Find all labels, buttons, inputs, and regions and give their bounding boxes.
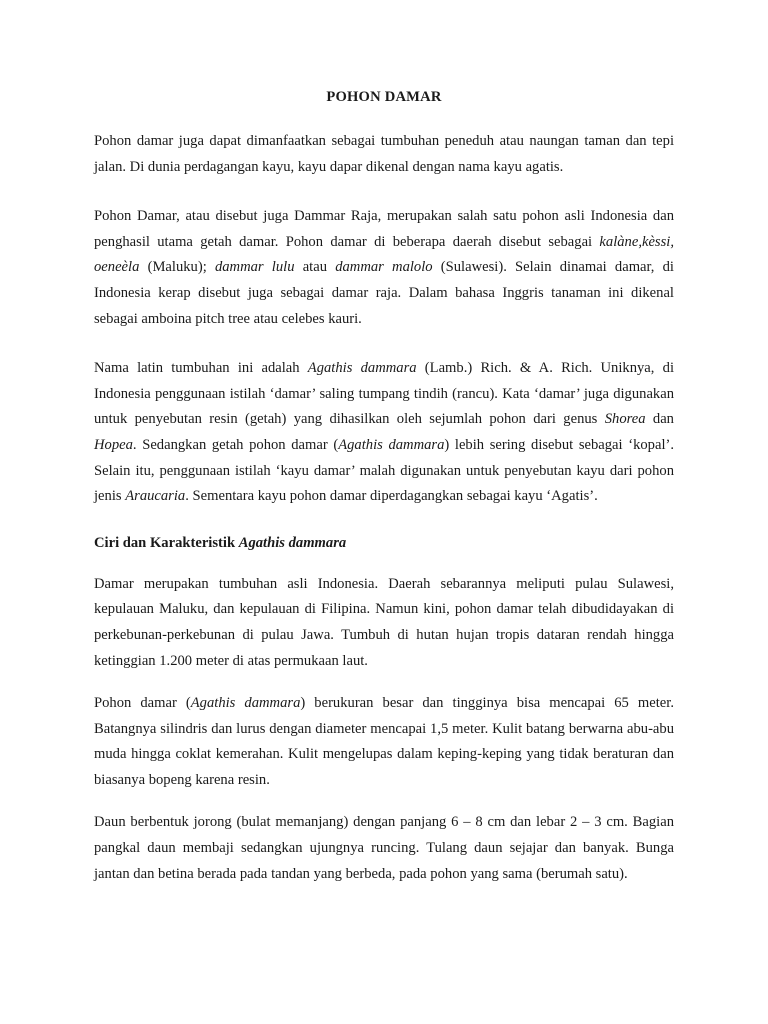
italic-run: Hopea	[94, 436, 133, 453]
page-title: POHON DAMAR	[326, 89, 442, 105]
heading-italic: Agathis dammara	[238, 534, 347, 551]
paragraph-latin-name	[94, 356, 674, 510]
italic-run: Araucaria	[125, 488, 186, 505]
text-run: . Sedangkan getah pohon damar (	[132, 436, 339, 453]
paragraph-distribution: Damar merupakan tumbuhan asli Indonesia. Daerah sebarannya meliputi pulau Sulawesi, kepulauan Maluku, dan kepulauan di Filipina. Namun kini, pohon damar telah dibudidayakan di perkebunan-perkebunan di pulau Jawa. Tumbuh di hutan hujan tropis dataran rendah hingga ketinggian 1.200 meter di atas permukaan laut.	[94, 575, 674, 669]
text-run: Pohon Damar, atau disebut juga Dammar Raja, merupakan salah satu pohon asli Indonesia dan penghasil utama getah damar. Pohon damar di beberapa daerah disebut sebagai	[94, 208, 674, 250]
paragraph-intro: Pohon damar juga dapat dimanfaatkan sebagai tumbuhan peneduh atau naungan taman dan tepi jalan. Di dunia perdagangan kayu, kayu dapar dikenal dengan nama kayu agatis.	[94, 133, 674, 175]
paragraph-leaves: Daun berbentuk jorong (bulat memanjang) dengan panjang 6 – 8 cm dan lebar 2 – 3 cm. Bagian pangkal daun membaji sedangkan ujungnya runcing. Tulang daun sejajar dan banyak. Bunga jantan dan betina berada pada tandan yang berbeda, pada pohon yang sama (berumah satu).	[94, 814, 674, 882]
italic-run: Agathis dammara	[190, 695, 301, 712]
italic-run: kalàne,kèssi, oeneèla	[94, 233, 674, 276]
italic-run: Agathis dammara	[307, 360, 417, 377]
paragraph-names	[94, 204, 674, 332]
text-run: (Sulawesi). Selain dinamai damar, di Indonesia kerap disebut juga sebagai damar raja. Dalam bahasa Inggris tanaman ini dikenal sebagai amboina pitch tree atau celebes kauri.	[94, 259, 674, 327]
text-run: Pohon damar (	[94, 695, 191, 712]
italic-run: Agathis dammara	[338, 436, 445, 453]
heading-text: Ciri dan Karakteristik	[94, 534, 239, 551]
italic-run: dammar malolo	[335, 259, 433, 276]
paragraph-trunk	[94, 691, 674, 793]
text-run: . Sementara kayu pohon damar diperdagangkan sebagai kayu ‘Agatis’.	[185, 488, 598, 505]
italic-run: dammar lulu	[214, 259, 295, 276]
section-heading	[94, 531, 674, 556]
text-run: dan	[645, 411, 674, 428]
text-run: ) berukuran besar dan tingginya bisa mencapai 65 meter. Batangnya silindris dan lurus dengan diameter mencapai 1,5 meter. Kulit batang berwarna abu-abu muda hingga coklat kemerahan. Kulit mengelupas dalam keping-keping yang tidak beraturan dan biasanya bopeng karena resin.	[94, 695, 674, 788]
text-run: ) lebih sering disebut sebagai ‘kopal’. Selain itu, penggunaan istilah ‘kayu damar’ malah digunakan untuk penyebutan kayu dari pohon jenis	[94, 436, 675, 505]
text-run: Nama latin tumbuhan ini adalah	[94, 360, 308, 377]
text-run: (Lamb.) Rich. & A. Rich. Uniknya, di Indonesia penggunaan istilah ‘damar’ saling tumpang tindih (rancu). Kata ‘damar’ juga digunakan untuk penyebutan resin (getah) yang dihasilkan oleh sejumlah pohon dari genus	[94, 360, 675, 428]
text-run: (Maluku);	[139, 259, 215, 276]
italic-run: Shorea	[604, 411, 646, 428]
text-run: atau	[294, 259, 336, 276]
